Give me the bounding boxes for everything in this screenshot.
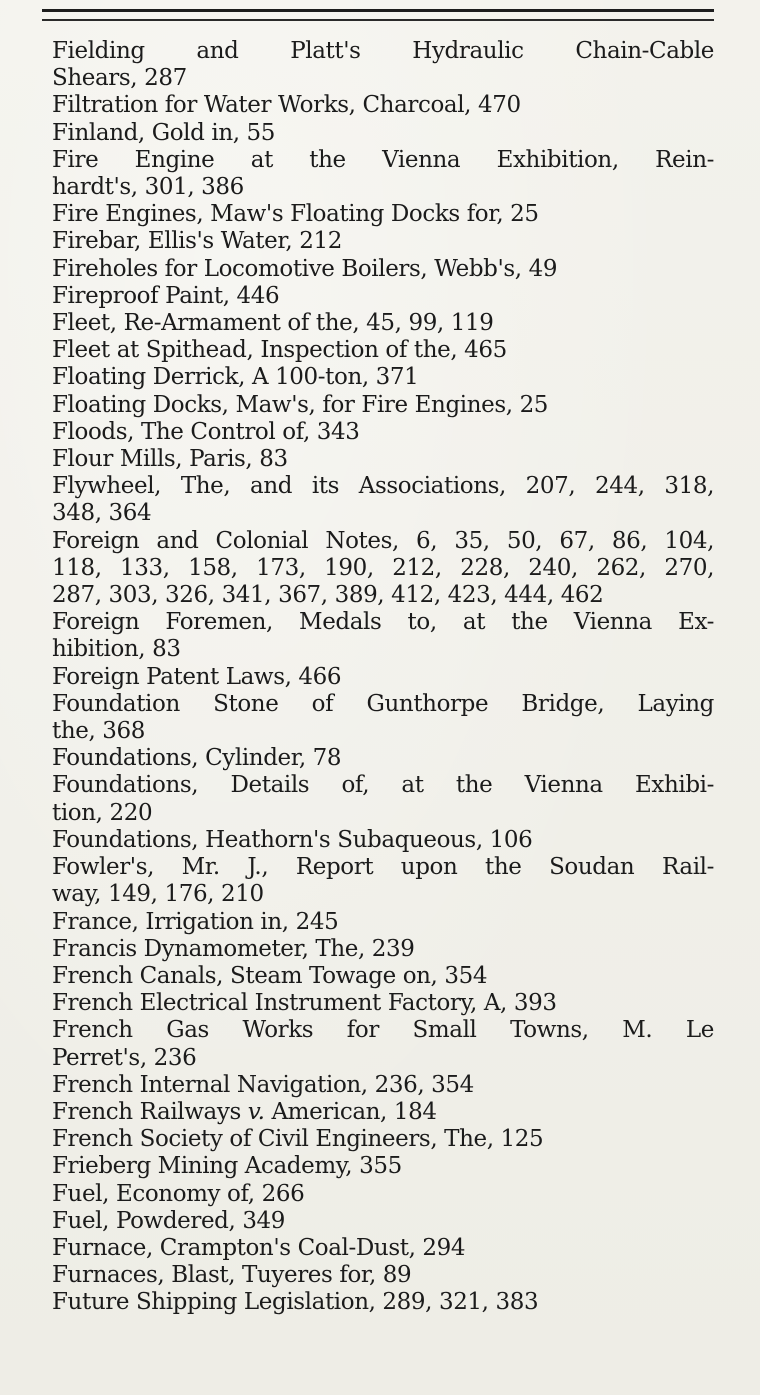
index-entry-continuation: hibition, 83 [52, 636, 181, 663]
index-entry [52, 337, 714, 364]
index-entry [52, 936, 714, 963]
index-entry-continuation: 287, 303, 326, 341, 367, 389, 412, 423, 444, 462 [52, 582, 604, 609]
index-entry [52, 446, 714, 473]
index-entry [52, 609, 714, 663]
index-entry-heading: Flywheel, The, and its Associations, 207, 244, 318, [52, 473, 714, 500]
index-entry [52, 909, 714, 936]
index-entry-heading: Fireproof Paint, 446 [52, 282, 280, 309]
index-entry [52, 772, 714, 826]
index-entry [52, 745, 714, 772]
index-entry-heading: Foundations, Details of, at the Vienna Exhibi- [52, 772, 714, 799]
index-entry-heading: French Society of Civil Engineers, The, 125 [52, 1126, 544, 1153]
index-entry-heading: Floating Docks, Maw's, for Fire Engines, 25 [52, 391, 549, 418]
index-entry-continuation: way, 149, 176, 210 [52, 881, 264, 908]
index-entry-heading: French Canals, Steam Towage on, 354 [52, 962, 488, 989]
index-entry-heading: Foreign Foremen, Medals to, at the Vienna Ex- [52, 609, 714, 636]
index-entry [52, 1126, 714, 1153]
index-entry [52, 228, 714, 255]
index-entry [52, 691, 714, 745]
top-double-rule-lower [42, 19, 714, 21]
index-entry-heading: Foundation Stone of Gunthorpe Bridge, Laying [52, 690, 714, 717]
index-entry-heading: Fuel, Powdered, 349 [52, 1207, 286, 1234]
index-entry-heading: French Electrical Instrument Factory, A, 393 [52, 990, 557, 1017]
index-entry-heading: Foundations, Cylinder, 78 [52, 745, 342, 772]
index-entry-heading: Future Shipping Legislation, 289, 321, 383 [52, 1289, 539, 1316]
index-entry [52, 392, 714, 419]
index-list [52, 38, 714, 1317]
index-entry [52, 92, 714, 119]
index-entry-heading: French Internal Navigation, 236, 354 [52, 1071, 474, 1098]
index-entry-heading: Furnaces, Blast, Tuyeres for, 89 [52, 1262, 412, 1289]
index-entry-continuation: 118, 133, 158, 173, 190, 212, 228, 240, 262, 270, [52, 554, 714, 581]
index-entry-heading: Foreign and Colonial Notes, 6, 35, 50, 67, 86, 104, [52, 527, 714, 554]
index-entry-continuation: Shears, 287 [52, 65, 187, 92]
index-entry [52, 364, 714, 391]
index-entry-continuation: tion, 220 [52, 799, 153, 826]
index-entry-continuation: 348, 364 [52, 500, 152, 527]
index-entry-heading: Fowler's, Mr. J., Report upon the Soudan Rail- [52, 854, 714, 881]
index-entry [52, 283, 714, 310]
index-entry [52, 963, 714, 990]
index-entry-heading: Francis Dynamometer, The, 239 [52, 935, 415, 962]
index-entry [52, 1262, 714, 1289]
index-entry [52, 1289, 714, 1316]
index-entry [52, 120, 714, 147]
index-entry [52, 664, 714, 691]
index-entry [52, 1181, 714, 1208]
index-entry [52, 147, 714, 201]
index-entry [52, 827, 714, 854]
index-entry [52, 38, 714, 92]
index-entry-heading: Finland, Gold in, 55 [52, 119, 276, 146]
index-entry-continuation: Perret's, 236 [52, 1044, 197, 1071]
index-entry-heading: Flour Mills, Paris, 83 [52, 446, 288, 473]
index-entry [52, 1153, 714, 1180]
index-entry-heading: France, Irrigation in, 245 [52, 908, 339, 935]
index-entry-heading: Fire Engines, Maw's Floating Docks for, 25 [52, 201, 539, 228]
index-entry [52, 990, 714, 1017]
index-entry-heading: French Gas Works for Small Towns, M. Le [52, 1017, 714, 1044]
index-entry-heading: Foundations, Heathorn's Subaqueous, 106 [52, 826, 533, 853]
index-entry-continuation: hardt's, 301, 386 [52, 174, 244, 201]
index-entry-heading: Frieberg Mining Academy, 355 [52, 1153, 402, 1180]
index-entry-heading: Floating Derrick, A 100-ton, 371 [52, 364, 419, 391]
index-entry [52, 256, 714, 283]
index-entry-heading: Fuel, Economy of, 266 [52, 1180, 305, 1207]
index-entry [52, 419, 714, 446]
index-entry [52, 1017, 714, 1071]
index-entry [52, 1099, 714, 1126]
index-entry-heading: Foreign Patent Laws, 466 [52, 663, 342, 690]
index-entry-continuation: the, 368 [52, 718, 145, 745]
index-entry [52, 310, 714, 337]
index-entry [52, 528, 714, 610]
index-entry-heading: Fielding and Platt's Hydraulic Chain-Cable [52, 38, 714, 64]
index-entry-heading: Fire Engine at the Vienna Exhibition, Rein- [52, 146, 714, 173]
index-entry [52, 1208, 714, 1235]
index-entry [52, 1072, 714, 1099]
index-entry [52, 201, 714, 228]
index-entry [52, 1235, 714, 1262]
top-double-rule-upper [42, 9, 714, 12]
index-entry-heading: Fleet at Spithead, Inspection of the, 465 [52, 337, 507, 364]
index-entry-heading: Floods, The Control of, 343 [52, 418, 360, 445]
index-entry-heading: Fleet, Re-Armament of the, 45, 99, 119 [52, 310, 494, 337]
index-entry-heading: Firebar, Ellis's Water, 212 [52, 228, 342, 255]
index-entry [52, 854, 714, 908]
index-entry [52, 473, 714, 527]
index-entry-heading: Filtration for Water Works, Charcoal, 470 [52, 92, 521, 119]
index-entry-heading: French Railways v. American, 184 [52, 1098, 437, 1125]
index-entry-heading: Furnace, Crampton's Coal-Dust, 294 [52, 1234, 466, 1261]
versus-abbreviation: v. [247, 1098, 265, 1125]
index-entry-heading: Fireholes for Locomotive Boilers, Webb's, 49 [52, 255, 558, 282]
